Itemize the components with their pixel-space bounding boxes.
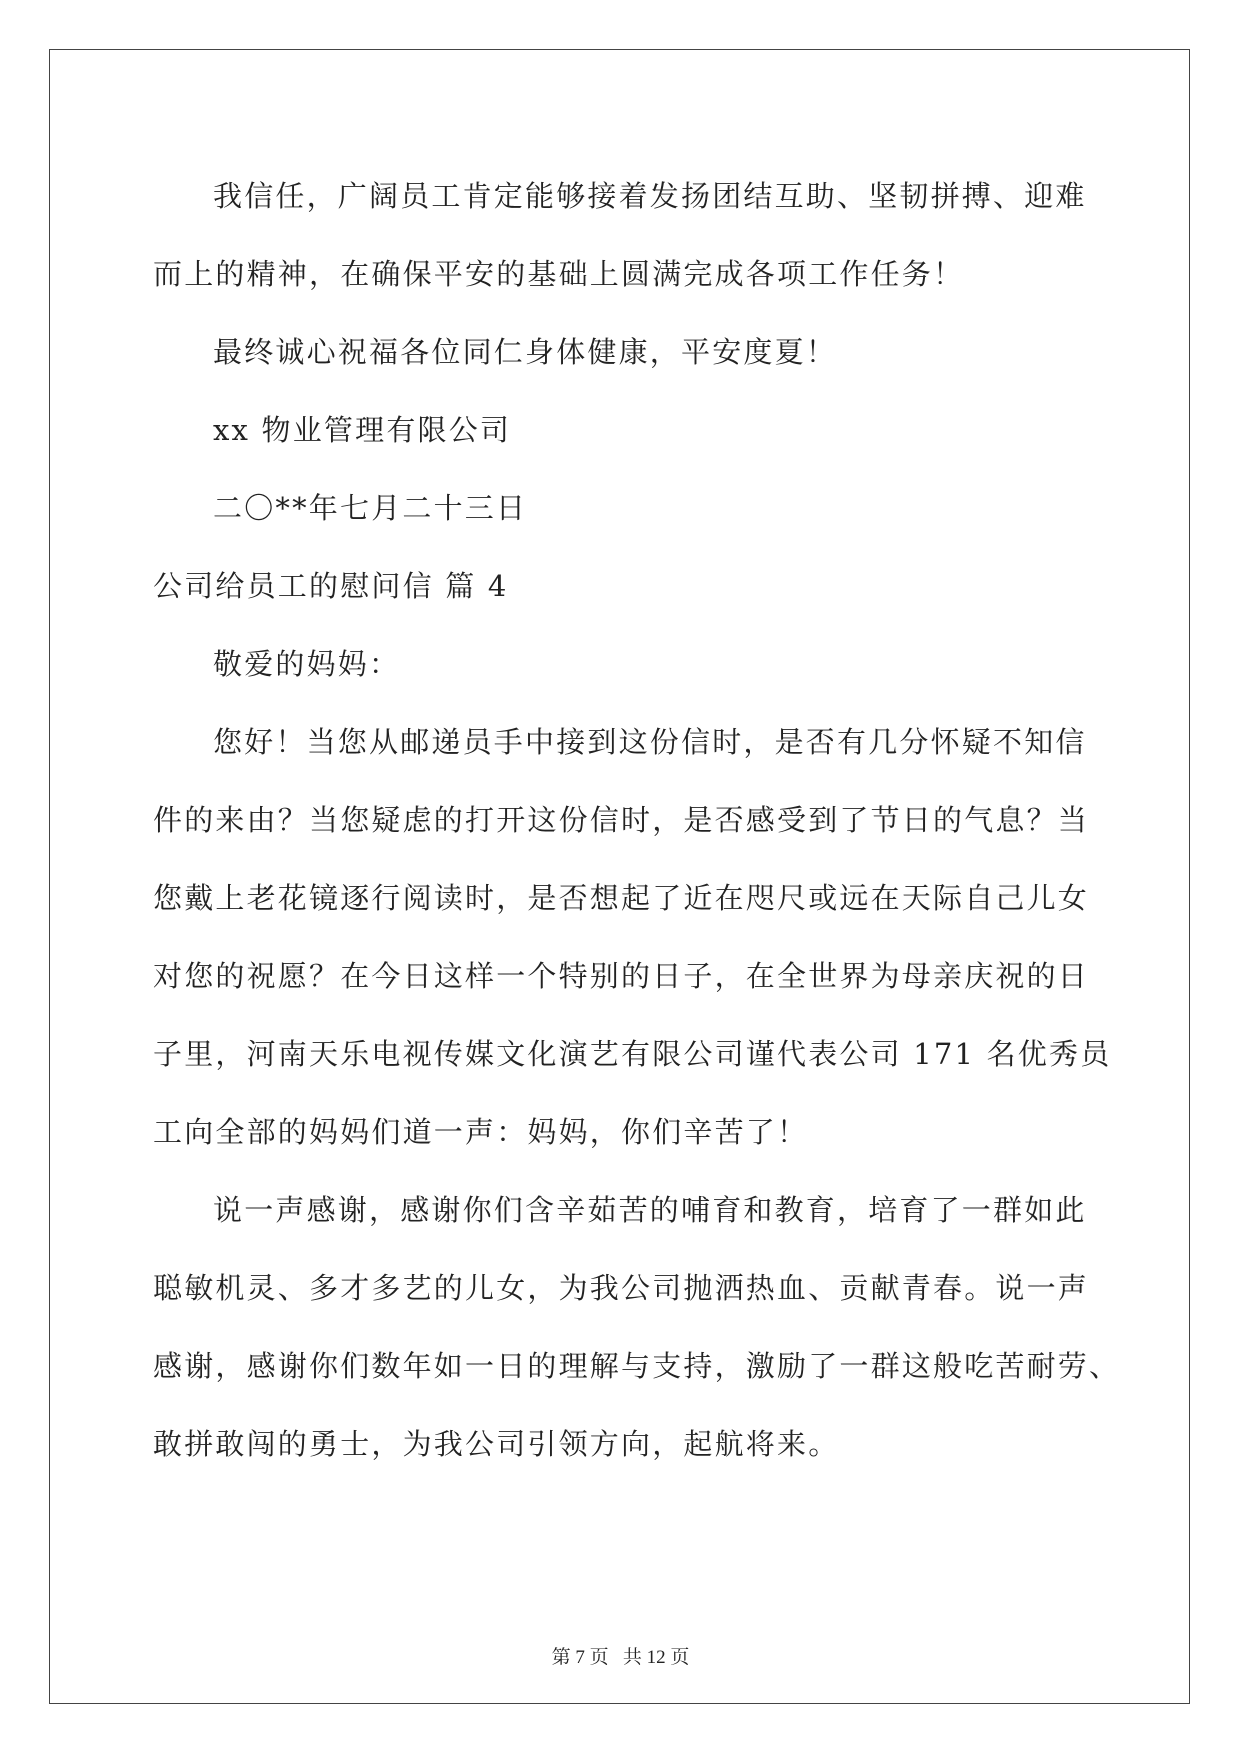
text-line: 而上的精神，在确保平安的基础上圆满完成各项工作任务！: [153, 257, 965, 291]
paragraph: [153, 313, 1093, 391]
text-line: 对您的祝愿？在今日这样一个特别的日子，在全世界为母亲庆祝的日: [153, 959, 1090, 993]
text-line: 件的来由？当您疑虑的打开这份信时，是否感受到了节日的气息？当: [153, 803, 1090, 837]
text-line: 子里，河南天乐电视传媒文化演艺有限公司谨代表公司 171 名优秀员: [153, 1037, 1112, 1071]
paragraph: [153, 391, 1093, 469]
document-body: [153, 157, 1121, 1483]
page-total: 共 12 页: [622, 1647, 690, 1668]
text-line: 最终诚心祝福各位同仁身体健康，平安度夏！: [213, 335, 838, 369]
text-line: 敢拼敢闯的勇士，为我公司引领方向，起航将来。: [153, 1427, 840, 1461]
text-line: 您好！当您从邮递员手中接到这份信时，是否有几分怀疑不知信: [213, 725, 1087, 759]
text-line: 敬爱的妈妈：: [213, 647, 401, 681]
page-number: 第 7 页: [551, 1647, 609, 1668]
text-line: 公司给员工的慰问信 篇 4: [153, 569, 509, 603]
text-line: 感谢，感谢你们数年如一日的理解与支持，激励了一群这般吃苦耐劳、: [153, 1349, 1121, 1383]
text-line: 我信任，广阔员工肯定能够接着发扬团结互助、坚韧拼搏、迎难: [213, 179, 1087, 213]
paragraph: [153, 703, 1112, 1171]
page-footer: [0, 1642, 1241, 1669]
paragraph: [153, 157, 1093, 313]
text-line: xx 物业管理有限公司: [213, 413, 512, 447]
text-line: 工向全部的妈妈们道一声：妈妈，你们辛苦了！: [153, 1115, 809, 1149]
paragraph: [153, 1171, 1121, 1483]
text-line: 您戴上老花镜逐行阅读时，是否想起了近在咫尺或远在天际自己儿女: [153, 881, 1090, 915]
paragraph: [153, 625, 1093, 703]
paragraph: [153, 547, 1093, 625]
text-line: 聪敏机灵、多才多艺的儿女，为我公司抛洒热血、贡献青春。说一声: [153, 1271, 1090, 1305]
text-line: 二〇**年七月二十三日: [213, 491, 528, 525]
paragraph: [153, 469, 1093, 547]
text-line: 说一声感谢，感谢你们含辛茹苦的哺育和教育，培育了一群如此: [213, 1193, 1087, 1227]
